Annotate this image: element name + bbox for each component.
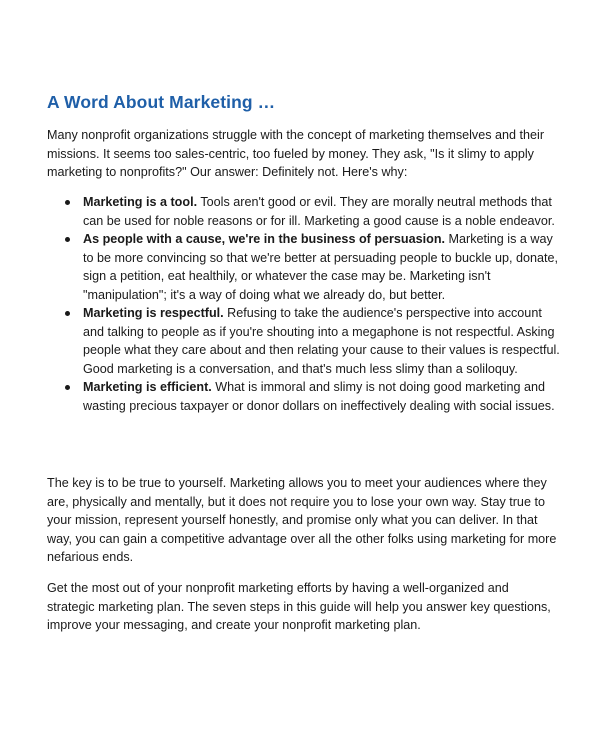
bullet-lead: Marketing is a tool. [83,195,198,209]
bullet-lead: As people with a cause, we're in the business of persuasion. [83,232,446,246]
list-item [47,378,562,415]
list-item [47,230,562,304]
list-item [47,193,562,230]
closing-paragraph: Get the most out of your nonprofit marketing efforts by having a well-organized and strategic marketing plan. The seven steps in this guide will help you answer key questions, improve your messaging, and create your nonprofit marketing plan. [47,581,551,632]
bullet-text: Tools aren't good or evil. They are morally neutral methods that can be used for noble reasons or for ill. Marketing a good cause is a noble endeavor. [83,195,555,228]
bullet-icon [65,385,70,390]
key-paragraph: The key is to be true to yourself. Marketing allows you to meet your audiences where they are, physically and mentally, but it does not require you to lose your own way. Stay true to your mission, represent yourself honestly, and promise only what you can deliver. In that way, you can gain a competitive advantage over all the other folks using marketing for more nefarious ends. [47,476,557,564]
bullet-lead: Marketing is efficient. [83,380,212,394]
bullet-text: Marketing is a way to be more convincing so that we're better at persuading people to buckle up, donate, sign a petition, eat healthily, or whatever the case may be. Marketing isn't "manipulation"; it's a way of doing what we already do, but better. [83,232,558,302]
bullet-icon [65,311,70,316]
bullet-icon [65,200,70,205]
bullet-text: Refusing to take the audience's perspective into account and talking to people as if you're shouting into a megaphone is not respectful. Asking people what they care about and then relating your cause to their values is respectful. Good marketing is a conversation, and that's much less slimy than a soliloquy. [83,306,560,376]
bullet-lead: Marketing is respectful. [83,306,224,320]
page-title: A Word About Marketing … [47,92,276,112]
list-item [47,304,562,378]
bullet-icon [65,237,70,242]
bullet-text: What is immoral and slimy is not doing good marketing and wasting precious taxpayer or donor dollars on ineffectively dealing with social issues. [83,380,555,413]
reasons-list [47,193,562,415]
intro-paragraph: Many nonprofit organizations struggle with the concept of marketing themselves and their missions. It seems too sales-centric, too fueled by money. They ask, "Is it slimy to apply marketing to nonprofits?" Our answer: Definitely not. Here's why: [47,128,545,179]
